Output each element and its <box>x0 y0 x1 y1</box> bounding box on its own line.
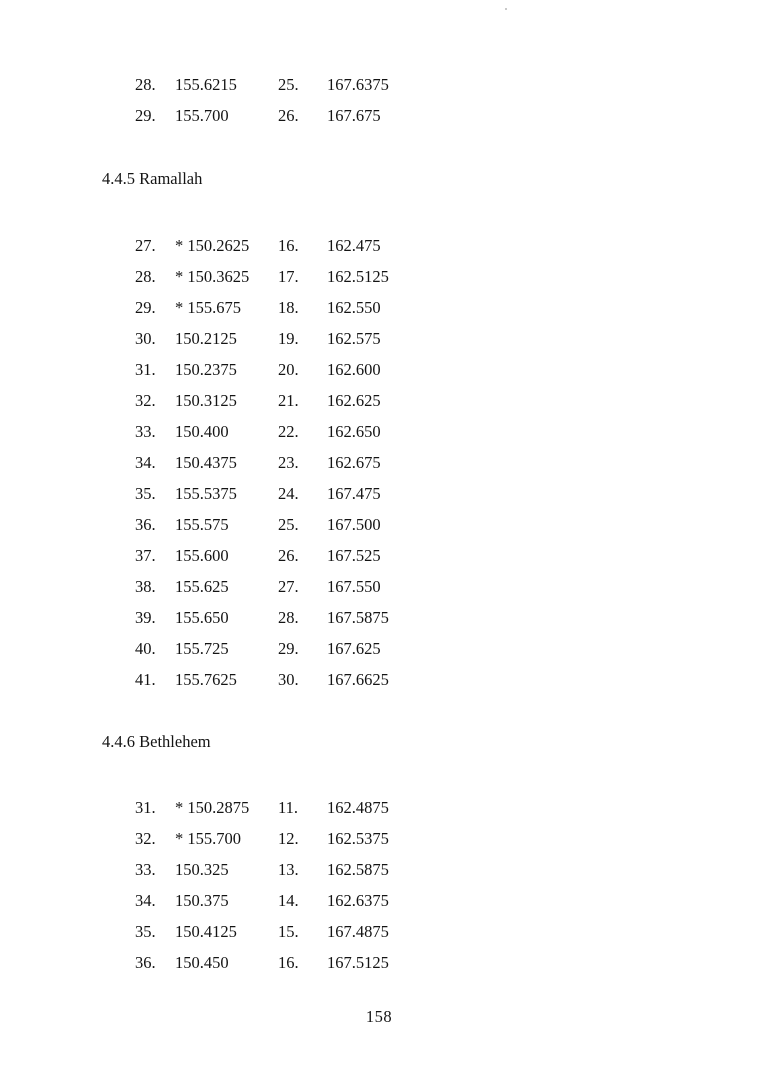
item-number-right: 22. <box>278 422 299 441</box>
item-number-right: 13. <box>278 860 299 879</box>
item-number-right: 25. <box>278 515 299 534</box>
list-row <box>0 483 758 514</box>
section-heading-ramallah: 4.4.5 Ramallah <box>102 169 203 188</box>
list-row <box>0 235 758 266</box>
item-number-left: 28. <box>135 267 156 286</box>
list-row <box>0 297 758 328</box>
list-row <box>0 545 758 576</box>
list-row <box>0 797 758 828</box>
frequency-value-left: 150.325 <box>175 860 229 879</box>
item-number-right: 18. <box>278 298 299 317</box>
item-number-right: 29. <box>278 639 299 658</box>
item-number-left: 33. <box>135 422 156 441</box>
list-row <box>0 576 758 607</box>
item-number-left: 32. <box>135 829 156 848</box>
frequency-value-left: 155.650 <box>175 608 229 627</box>
frequency-value-right: 162.5125 <box>327 267 389 286</box>
frequency-list-ramallah <box>0 235 758 700</box>
list-row <box>0 890 758 921</box>
frequency-value-left: 155.5375 <box>175 484 237 503</box>
item-number-left: 39. <box>135 608 156 627</box>
frequency-value-right: 162.6375 <box>327 891 389 910</box>
item-number-right: 15. <box>278 922 299 941</box>
frequency-value-left: 155.575 <box>175 515 229 534</box>
item-number-left: 41. <box>135 670 156 689</box>
item-number-right: 16. <box>278 953 299 972</box>
frequency-value-left: * 150.3625 <box>175 267 250 286</box>
item-number-right: 11. <box>278 798 299 817</box>
list-row <box>0 359 758 390</box>
item-number-right: 16. <box>278 236 299 255</box>
item-number-left: 34. <box>135 891 156 910</box>
frequency-value-right: 167.550 <box>327 577 381 596</box>
list-row <box>0 74 758 105</box>
frequency-value-left: 155.725 <box>175 639 229 658</box>
frequency-value-right: 167.4875 <box>327 922 389 941</box>
item-number-right: 23. <box>278 453 299 472</box>
frequency-value-right: 162.4875 <box>327 798 389 817</box>
item-number-left: 40. <box>135 639 156 658</box>
frequency-value-left: 150.400 <box>175 422 229 441</box>
frequency-value-left: * 155.700 <box>175 829 241 848</box>
item-number-left: 30. <box>135 329 156 348</box>
scan-speck <box>505 8 507 10</box>
frequency-value-right: 167.675 <box>327 106 381 125</box>
frequency-value-right: 162.625 <box>327 391 381 410</box>
frequency-value-left: 150.4375 <box>175 453 237 472</box>
item-number-left: 38. <box>135 577 156 596</box>
frequency-value-left: * 150.2625 <box>175 236 250 255</box>
list-row <box>0 828 758 859</box>
item-number-right: 20. <box>278 360 299 379</box>
frequency-value-right: 162.675 <box>327 453 381 472</box>
list-row <box>0 952 758 983</box>
item-number-left: 35. <box>135 922 156 941</box>
frequency-value-left: 150.2125 <box>175 329 237 348</box>
frequency-value-left: 155.600 <box>175 546 229 565</box>
item-number-left: 27. <box>135 236 156 255</box>
item-number-left: 35. <box>135 484 156 503</box>
frequency-value-right: 162.650 <box>327 422 381 441</box>
frequency-list-continued <box>0 74 758 136</box>
page-number: 158 <box>365 1007 393 1026</box>
frequency-value-right: 162.600 <box>327 360 381 379</box>
frequency-value-right: 167.6625 <box>327 670 389 689</box>
item-number-left: 28. <box>135 75 156 94</box>
frequency-value-right: 167.6375 <box>327 75 389 94</box>
item-number-right: 27. <box>278 577 299 596</box>
frequency-value-right: 167.5125 <box>327 953 389 972</box>
item-number-right: 12. <box>278 829 299 848</box>
item-number-left: 29. <box>135 298 156 317</box>
frequency-value-left: 150.450 <box>175 953 229 972</box>
item-number-right: 21. <box>278 391 299 410</box>
item-number-right: 28. <box>278 608 299 627</box>
item-number-left: 33. <box>135 860 156 879</box>
item-number-right: 26. <box>278 106 299 125</box>
frequency-value-left: 155.7625 <box>175 670 237 689</box>
frequency-value-left: 150.4125 <box>175 922 237 941</box>
item-number-right: 19. <box>278 329 299 348</box>
list-row <box>0 514 758 545</box>
frequency-value-left: * 155.675 <box>175 298 241 317</box>
frequency-value-right: 162.575 <box>327 329 381 348</box>
list-row <box>0 669 758 700</box>
list-row <box>0 607 758 638</box>
frequency-value-right: 162.5875 <box>327 860 389 879</box>
list-row <box>0 638 758 669</box>
frequency-value-right: 167.525 <box>327 546 381 565</box>
item-number-right: 26. <box>278 546 299 565</box>
item-number-right: 14. <box>278 891 299 910</box>
item-number-left: 37. <box>135 546 156 565</box>
list-row <box>0 328 758 359</box>
list-row <box>0 452 758 483</box>
frequency-value-right: 162.550 <box>327 298 381 317</box>
list-row <box>0 421 758 452</box>
item-number-right: 17. <box>278 267 299 286</box>
item-number-right: 30. <box>278 670 299 689</box>
frequency-value-right: 167.5875 <box>327 608 389 627</box>
frequency-list-bethlehem <box>0 797 758 983</box>
list-row <box>0 105 758 136</box>
frequency-value-left: 150.375 <box>175 891 229 910</box>
item-number-right: 24. <box>278 484 299 503</box>
item-number-left: 36. <box>135 953 156 972</box>
list-row <box>0 859 758 890</box>
frequency-value-left: 155.700 <box>175 106 229 125</box>
item-number-left: 29. <box>135 106 156 125</box>
frequency-value-left: 155.625 <box>175 577 229 596</box>
item-number-right: 25. <box>278 75 299 94</box>
frequency-value-right: 167.475 <box>327 484 381 503</box>
frequency-value-right: 162.475 <box>327 236 381 255</box>
item-number-left: 34. <box>135 453 156 472</box>
frequency-value-right: 162.5375 <box>327 829 389 848</box>
frequency-value-left: 150.2375 <box>175 360 237 379</box>
frequency-value-right: 167.500 <box>327 515 381 534</box>
list-row <box>0 390 758 421</box>
list-row <box>0 921 758 952</box>
frequency-value-left: * 150.2875 <box>175 798 250 817</box>
frequency-value-left: 150.3125 <box>175 391 237 410</box>
frequency-value-right: 167.625 <box>327 639 381 658</box>
item-number-left: 31. <box>135 798 156 817</box>
item-number-left: 36. <box>135 515 156 534</box>
frequency-value-left: 155.6215 <box>175 75 237 94</box>
item-number-left: 32. <box>135 391 156 410</box>
section-heading-bethlehem: 4.4.6 Bethlehem <box>102 732 211 751</box>
item-number-left: 31. <box>135 360 156 379</box>
list-row <box>0 266 758 297</box>
